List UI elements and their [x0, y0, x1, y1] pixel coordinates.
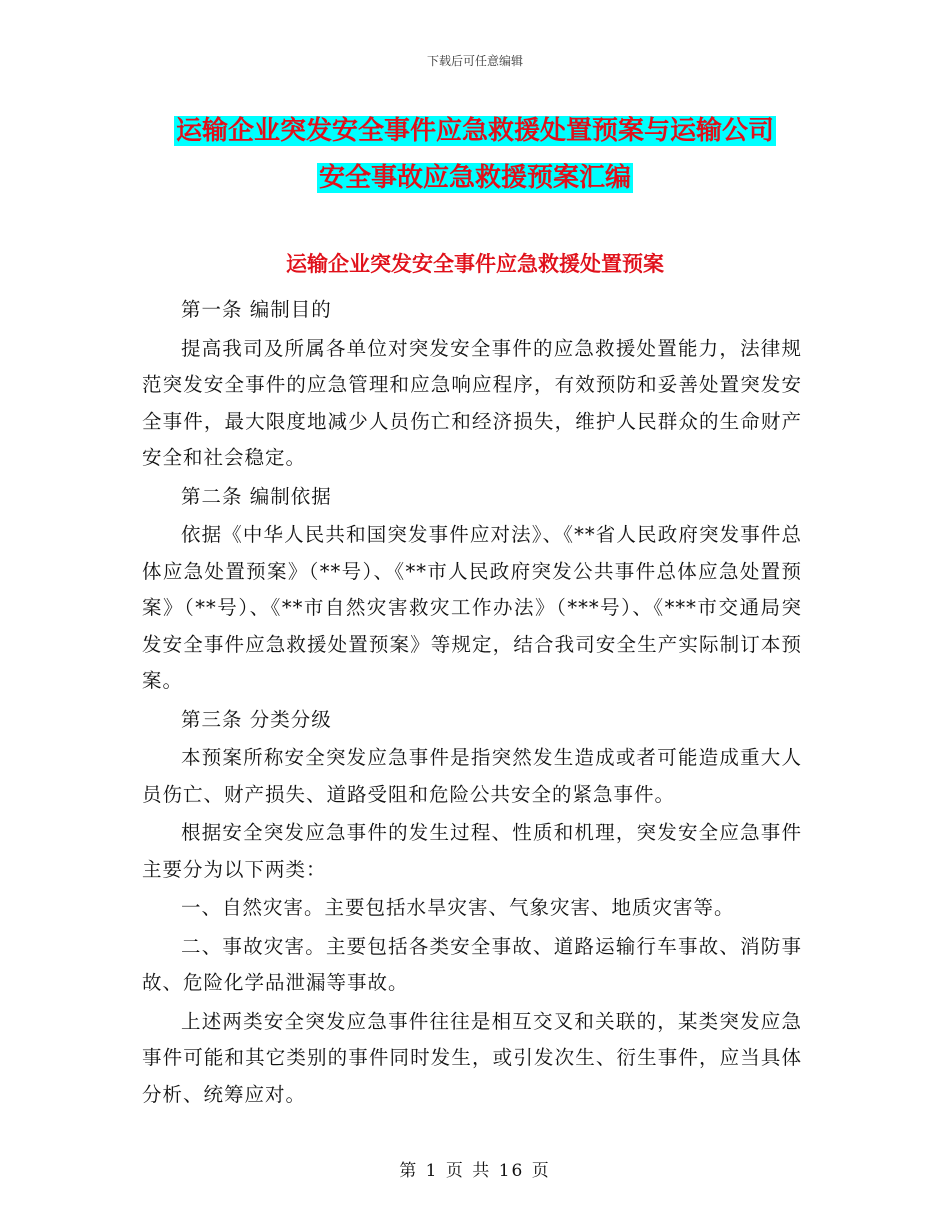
paragraph: 本预案所称安全突发应急事件是指突然发生造成或者可能造成重大人员伤亡、财产损失、道路受阻和危险公共安全的紧急事件。: [142, 746, 802, 806]
paragraph: 上述两类安全突发应急事件往往是相互交叉和关联的，某类突发应急事件可能和其它类别的事件同时发生，或引发次生、衍生事件，应当具体分析、统筹应对。: [142, 1009, 802, 1106]
document-body: [142, 292, 802, 1113]
paragraph: 依据《中华人民共和国突发事件应对法》、《**省人民政府突发事件总体应急处置预案》（**号）、《**市人民政府突发公共事件总体应急处置预案》（**号）、《**市自然灾害救灾工作办法》（***号）、《***市交通局突发安全事件应急救援处置预案》等规定，结合我司安全生产实际制订本预案。: [142, 523, 802, 692]
list-item: 二、事故灾害。主要包括各类安全事故、道路运输行车事故、消防事故、危险化学品泄漏等事故。: [142, 934, 802, 994]
document-title: [140, 108, 810, 202]
article-1-heading: 第一条 编制目的: [181, 298, 332, 321]
document-title-line-2: 安全事故应急救援预案汇编: [318, 163, 631, 193]
section-title: 运输企业突发安全事件应急救援处置预案: [286, 252, 664, 276]
paragraph: 提高我司及所属各单位对突发安全事件的应急救援处置能力，法律规范突发安全事件的应急管理和应急响应程序，有效预防和妥善处置突发安全事件，最大限度地减少人员伤亡和经济损失，维护人民群众的生命财产安全和社会稳定。: [142, 336, 802, 469]
article-2-heading: 第二条 编制依据: [181, 484, 332, 508]
paragraph: 根据安全突发应急事件的发生过程、性质和机理，突发安全应急事件主要分为以下两类：: [142, 821, 802, 881]
header-note: 下载后可任意编辑: [426, 54, 523, 68]
document-title-line-1: 运输企业突发安全事件应急救援处置预案与运输公司: [175, 116, 774, 146]
list-item: 一、自然灾害。主要包括水旱灾害、气象灾害、地质灾害等。: [181, 896, 735, 919]
page-footer: 第 1 页 共 16 页: [399, 1161, 551, 1181]
article-3-heading: 第三条 分类分级: [181, 707, 332, 731]
